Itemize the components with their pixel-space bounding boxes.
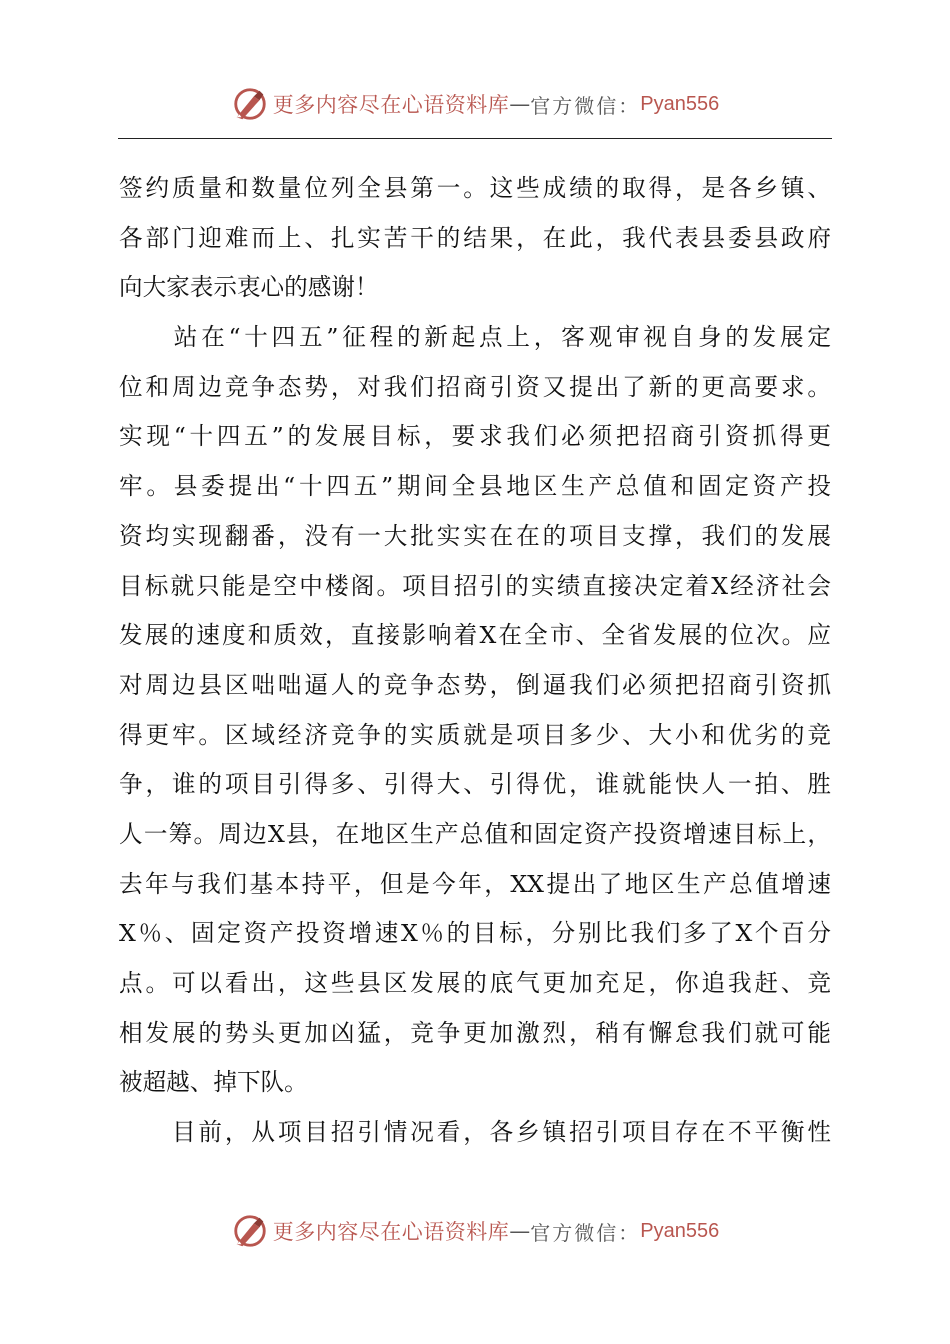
body-line: 签约质量和数量位列全县第一。这些成绩的取得，是各乡镇、	[119, 174, 831, 202]
footer-wechat-id: Pyan556	[640, 1219, 720, 1242]
header-divider	[118, 138, 832, 139]
pen-logo-icon	[231, 1212, 269, 1250]
body-line: 实现“十四五”的发展目标，要求我们必须把招商引资抓得更	[119, 422, 831, 451]
body-line: 资均实现翻番，没有一大批实实在在的项目支撑，我们的发展	[119, 521, 831, 550]
body-line: 得更牢。区域经济竞争的实质就是项目多少、大小和优劣的竞	[119, 720, 831, 749]
body-line: 人一筹。周边X县，在地区生产总值和固定资产投资增速目标上，	[119, 819, 831, 848]
document-body	[119, 164, 831, 1158]
body-line: 目标就只能是空中楼阁。项目招引的实绩直接决定着X经济社会	[119, 571, 831, 600]
header-wechat-id: Pyan556	[640, 92, 720, 115]
pen-logo-icon	[231, 85, 269, 123]
footer-wechat-label: 官方微信：	[530, 1220, 641, 1245]
body-line: 相发展的势头更加凶猛，竞争更加激烈，稍有懈怠我们就可能	[119, 1018, 831, 1047]
header-wechat-label: 官方微信：	[530, 93, 641, 118]
page-footer	[0, 1211, 950, 1251]
body-line: X％、固定资产投资增速X％的目标，分别比我们多了X个百分	[119, 919, 831, 948]
body-line: 对周边县区咄咄逼人的竞争态势，倒逼我们必须把招商引资抓	[119, 670, 831, 699]
body-line: 被超越、掉下队。	[119, 1068, 308, 1097]
header-banner-text: 更多内容尽在心语资料库	[272, 93, 510, 117]
body-line: 各部门迎难而上、扎实苦干的结果，在此，我代表县委县政府	[119, 223, 831, 252]
header-dash: —	[509, 92, 531, 116]
footer-banner-text: 更多内容尽在心语资料库	[272, 1220, 510, 1244]
body-line: 位和周边竞争态势，对我们招商引资又提出了新的更高要求。	[119, 372, 831, 401]
body-line: 发展的速度和质效，直接影响着X在全市、全省发展的位次。应	[119, 621, 831, 650]
body-line: 站在“十四五”征程的新起点上，客观审视自身的发展定	[119, 323, 831, 352]
body-line: 去年与我们基本持平，但是今年，XX提出了地区生产总值增速	[119, 869, 831, 898]
body-line: 向大家表示衷心的感谢！	[119, 273, 379, 302]
body-line: 牢。县委提出“十四五”期间全县地区生产总值和固定资产投	[119, 472, 831, 501]
body-line: 点。可以看出，这些县区发展的底气更加充足，你追我赶、竞	[119, 969, 831, 997]
body-line: 争，谁的项目引得多、引得大、引得优，谁就能快人一拍、胜	[119, 770, 831, 799]
footer-dash: —	[509, 1219, 531, 1243]
page-header	[0, 84, 950, 124]
body-line: 目前，从项目招引情况看，各乡镇招引项目存在不平衡性	[119, 1118, 831, 1147]
